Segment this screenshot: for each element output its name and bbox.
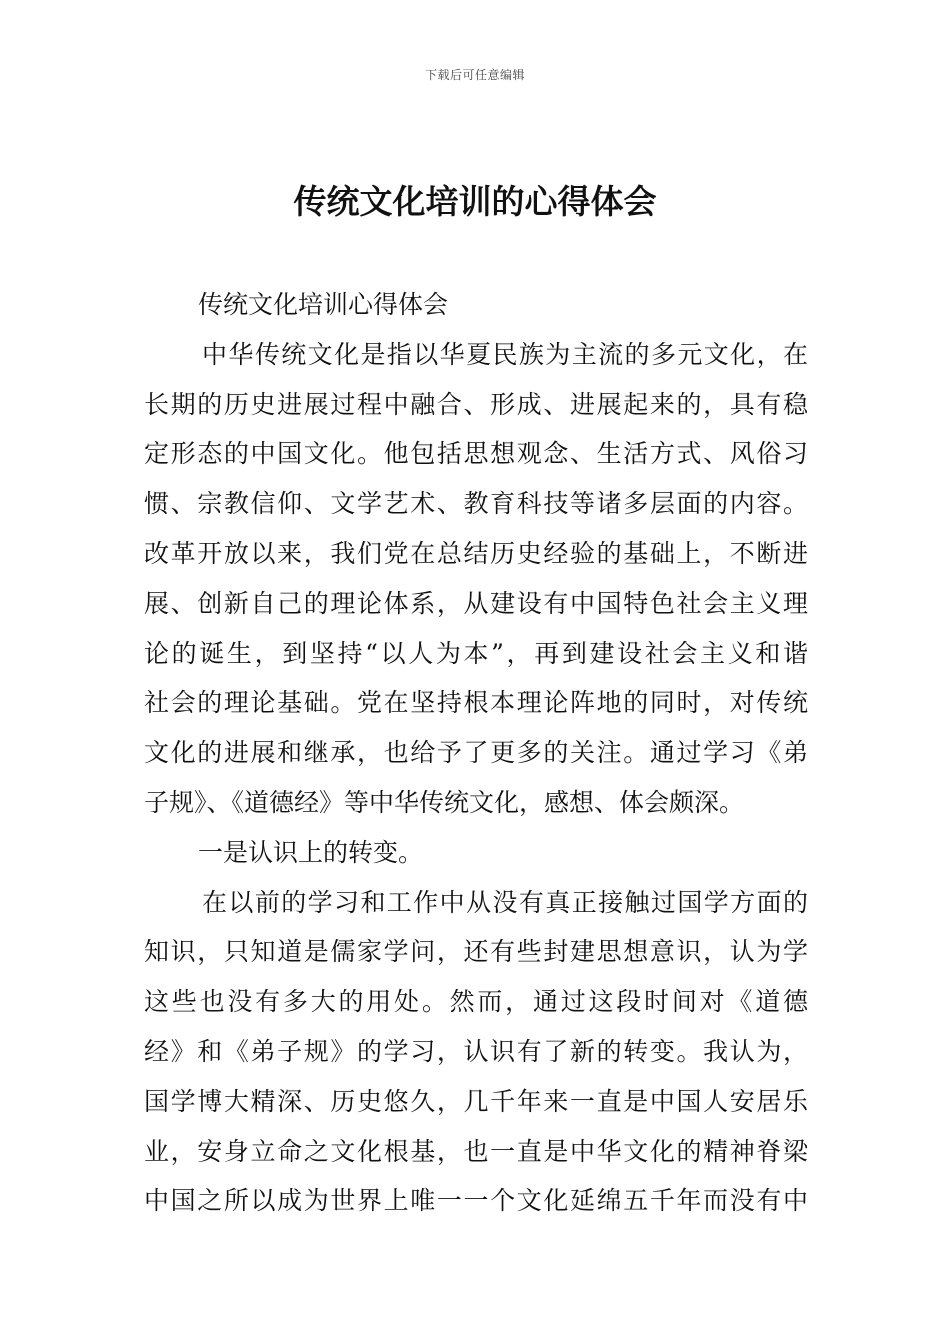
paragraph-line: 展、创新自己的理论体系，从建设有中国特色社会主义理	[144, 588, 808, 618]
paragraph-line: 子规》、《道德经》等中华传统文化，感想、体会颇深。	[144, 787, 745, 817]
paragraph-line: 知识，只知道是儒家学问，还有些封建思想意识，认为学	[144, 937, 808, 967]
document-title: 传统文化培训的心得体会	[293, 182, 657, 221]
paragraph-line: 中华传统文化是指以华夏民族为主流的多元文化，在	[202, 339, 808, 369]
section-heading-line: 一是认识上的转变。	[198, 837, 424, 867]
paragraph-line: 在以前的学习和工作中从没有真正接触过国学方面的	[202, 887, 808, 917]
paragraph-line: 这些也没有多大的用处。然而，通过这段时间对《道德	[144, 987, 808, 1017]
paragraph-line: 惯、宗教信仰、文学艺术、教育科技等诸多层面的内容。	[144, 489, 808, 519]
paragraph-line: 长期的历史进展过程中融合、形成、进展起来的，具有稳	[144, 389, 808, 419]
header-note: 下载后可任意编辑	[424, 68, 525, 82]
paragraph-line: 定形态的中国文化。他包括思想观念、生活方式、风俗习	[144, 439, 808, 469]
paragraph-line: 经》和《弟子规》的学习，认识有了新的转变。我认为，	[144, 1036, 808, 1066]
document-body	[144, 280, 808, 1226]
paragraph-line: 改革开放以来，我们党在总结历史经验的基础上，不断进	[144, 538, 808, 568]
subtitle-line: 传统文化培训心得体会	[198, 290, 449, 319]
paragraph-line: 社会的理论基础。党在坚持根本理论阵地的同时，对传统	[144, 688, 808, 718]
paragraph-line: 业，安身立命之文化根基，也一直是中华文化的精神脊梁	[144, 1136, 808, 1166]
paragraph-line: 论的诞生，到坚持“以人为本”，再到建设社会主义和谐	[144, 638, 808, 668]
paragraph-line: 文化的进展和继承，也给予了更多的关注。通过学习《弟	[144, 738, 808, 768]
paragraph-line: 国学博大精深、历史悠久，几千年来一直是中国人安居乐	[144, 1086, 808, 1116]
paragraph-line: 中国之所以成为世界上唯一一个文化延绵五千年而没有中	[144, 1186, 808, 1216]
